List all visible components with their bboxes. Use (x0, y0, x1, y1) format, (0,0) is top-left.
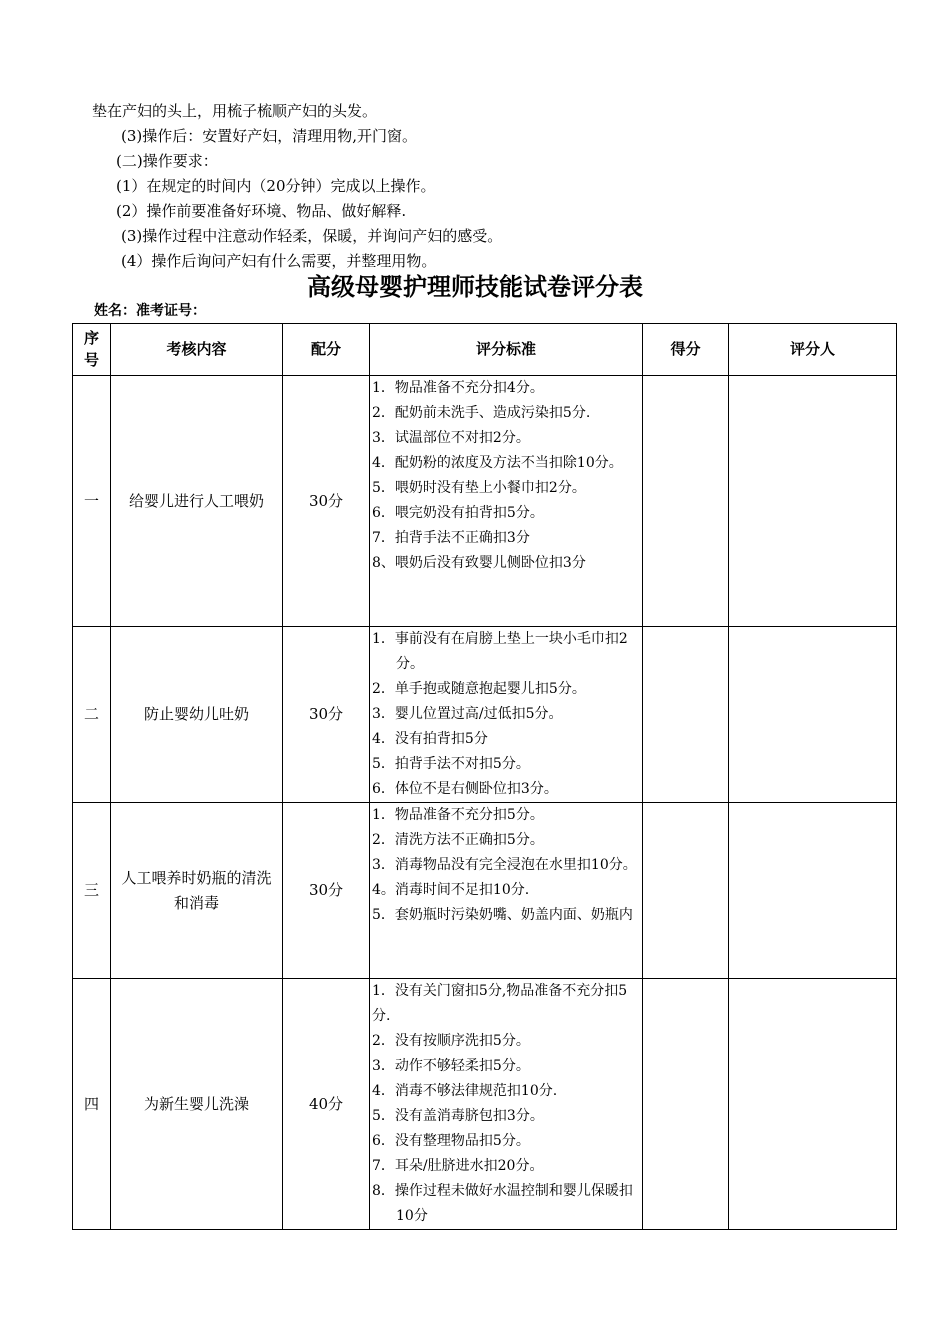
row-criteria (370, 627, 643, 803)
row-content: 防止婴幼儿吐奶 (111, 627, 283, 803)
criteria-item: 4。消毒时间不足扣10分. (372, 882, 530, 898)
table-row (73, 803, 897, 979)
header-criteria: 评分标准 (370, 324, 643, 376)
criteria-item: 3．消毒物品没有完全浸泡在水里扣10分。 (372, 857, 637, 873)
intro-line-7: (4）操作后询问产妇有什么需要，并整理用物。 (121, 252, 437, 270)
row-criteria (370, 376, 643, 627)
row-criteria (370, 803, 643, 979)
row-got-cell[interactable] (643, 376, 729, 627)
criteria-item: 5．套奶瓶时污染奶嘴、奶盖内面、奶瓶内 (372, 907, 633, 923)
row-score: 30分 (283, 376, 370, 627)
row-content: 为新生婴儿洗澡 (111, 979, 283, 1230)
criteria-item: 6．没有整理物品扣5分。 (372, 1133, 530, 1149)
criteria-item: 2．清洗方法不正确扣5分。 (372, 832, 544, 848)
criteria-item: 8、喂奶后没有致婴儿侧卧位扣3分 (372, 555, 586, 571)
scoring-table (72, 323, 897, 1230)
criteria-item: 1．事前没有在肩膀上垫上一块小毛巾扣2分。 (372, 631, 628, 672)
row-score: 30分 (283, 803, 370, 979)
table-header-row (73, 324, 897, 376)
criteria-item: 4．消毒不够法律规范扣10分. (372, 1083, 558, 1099)
table-row (73, 376, 897, 627)
row-got-cell[interactable] (643, 627, 729, 803)
criteria-item: 4．没有拍背扣5分 (372, 731, 488, 747)
row-score: 40分 (283, 979, 370, 1230)
criteria-item: 6．体位不是右侧卧位扣3分。 (372, 781, 558, 797)
row-num: 二 (73, 627, 111, 803)
criteria-item: 3．试温部位不对扣2分。 (372, 430, 530, 446)
header-score: 配分 (283, 324, 370, 376)
intro-line-4: (1）在规定的时间内（20分钟）完成以上操作。 (116, 177, 436, 195)
criteria-item: 3．婴儿位置过高/过低扣5分。 (372, 706, 563, 722)
intro-line-6: (3)操作过程中注意动作轻柔，保暖，并询问产妇的感受。 (121, 227, 503, 245)
intro-line-1: 垫在产妇的头上，用梳子梳顺产妇的头发。 (92, 102, 378, 120)
row-grader-cell[interactable] (729, 979, 897, 1230)
header-content: 考核内容 (111, 324, 283, 376)
criteria-item: 1．物品准备不充分扣5分。 (372, 807, 544, 823)
header-got: 得分 (643, 324, 729, 376)
criteria-item: 2．没有按顺序洗扣5分。 (372, 1033, 530, 1049)
criteria-item: 1．物品准备不充分扣4分。 (372, 380, 544, 396)
criteria-item: 5．没有盖消毒脐包扣3分。 (372, 1108, 544, 1124)
criteria-item: 5．喂奶时没有垫上小餐巾扣2分。 (372, 480, 586, 496)
row-content: 人工喂养时奶瓶的清洗和消毒 (111, 803, 283, 979)
criteria-item: 2．单手抱或随意抱起婴儿扣5分。 (372, 681, 586, 697)
row-grader-cell[interactable] (729, 803, 897, 979)
criteria-item: 2．配奶前未洗手、造成污染扣5分. (372, 405, 591, 421)
criteria-item: 3．动作不够轻柔扣5分。 (372, 1058, 530, 1074)
row-content: 给婴儿进行人工喂奶 (111, 376, 283, 627)
table-row (73, 979, 897, 1230)
row-grader-cell[interactable] (729, 376, 897, 627)
criteria-item: 7．拍背手法不正确扣3分 (372, 530, 530, 546)
header-grader: 评分人 (729, 324, 897, 376)
criteria-item: 4．配奶粉的浓度及方法不当扣除10分。 (372, 455, 623, 471)
criteria-item: 8．操作过程未做好水温控制和婴儿保暖扣10分 (372, 1183, 633, 1224)
page-title: 高级母婴护理师技能试卷评分表 (307, 273, 643, 301)
intro-line-3: (二)操作要求： (116, 152, 218, 170)
criteria-item: 1．没有关门窗扣5分,物品准备不充分扣5分. (372, 983, 628, 1024)
row-got-cell[interactable] (643, 803, 729, 979)
criteria-item: 6．喂完奶没有拍背扣5分。 (372, 505, 544, 521)
table-row (73, 627, 897, 803)
row-num: 三 (73, 803, 111, 979)
row-criteria (370, 979, 643, 1230)
row-grader-cell[interactable] (729, 627, 897, 803)
row-score: 30分 (283, 627, 370, 803)
name-exam-id-line: 姓名：准考证号： (94, 303, 206, 319)
intro-line-5: (2）操作前要准备好环境、物品、做好解释. (116, 202, 407, 220)
row-num: 四 (73, 979, 111, 1230)
criteria-item: 7．耳朵/肚脐进水扣20分。 (372, 1158, 544, 1174)
row-got-cell[interactable] (643, 979, 729, 1230)
row-num: 一 (73, 376, 111, 627)
intro-line-2: (3)操作后：安置好产妇，清理用物,开门窗。 (121, 127, 418, 145)
criteria-item: 5．拍背手法不对扣5分。 (372, 756, 530, 772)
header-num: 序号 (73, 324, 111, 376)
